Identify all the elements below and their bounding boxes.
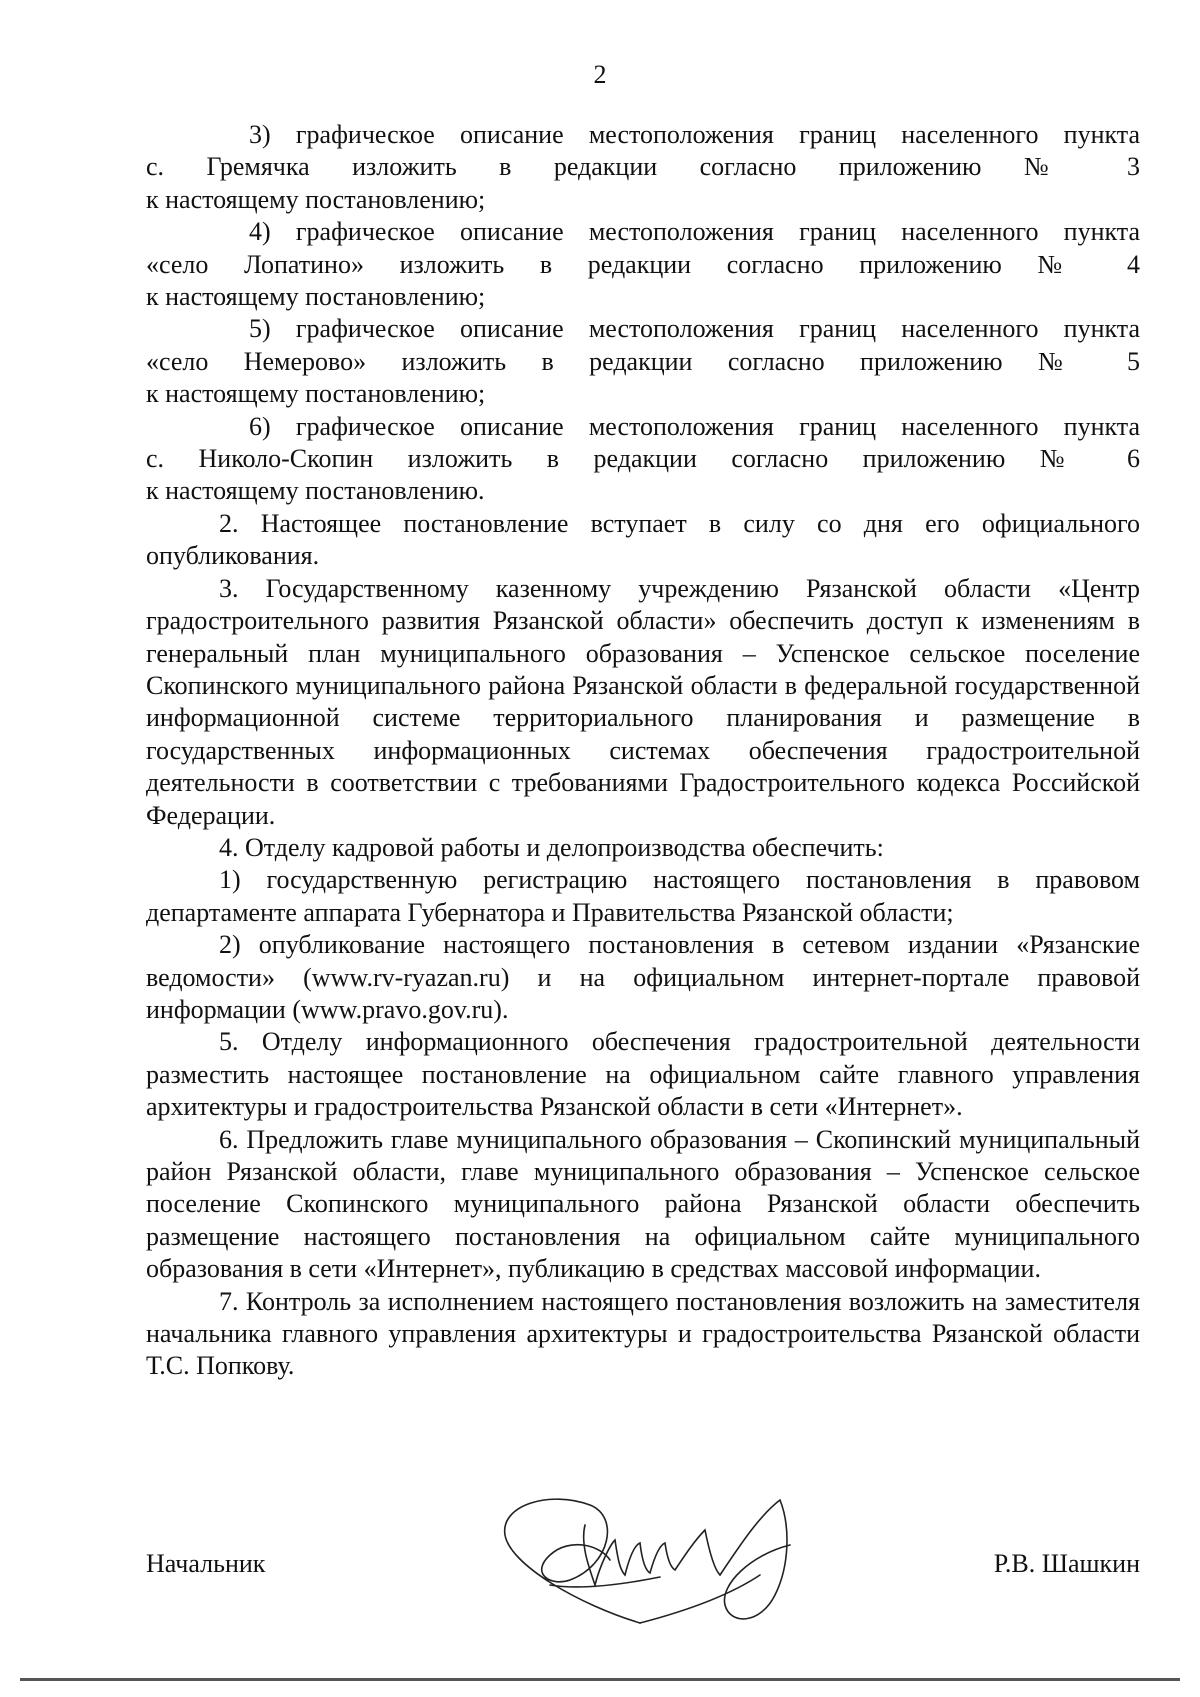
signatory-position: Начальник (146, 1549, 266, 1578)
signatory-name: Р.В. Шашкин (993, 1549, 1140, 1578)
paragraph-line: 3) графическое описание местоположения границ населенного пункта (249, 120, 1140, 149)
bottom-divider (20, 1678, 1180, 1681)
paragraph-line: к настоящему постановлению; (146, 184, 486, 214)
clause-7: 7. Контроль за исполнением настоящего постановления возложить на заместителя начальника главного управления архитектуры и градостроительства Рязанской области Т.С. Попкову. (146, 1286, 1140, 1381)
clause-6: 6. Предложить главе муниципального образования – Скопинский муниципальный район Рязанской области, главе муниципального образования – Успенское сельское поселение Скопинского муниципального района Рязанской области обеспечить размещение настоящего постановления на официальном сайте муниципального образования в сети «Интернет», публикацию в средствах массовой информации. (146, 1124, 1140, 1284)
list-item-5 (146, 313, 1140, 410)
paragraph-line: 4) графическое описание местоположения границ населенного пункта (249, 217, 1140, 247)
paragraph-line: к настоящему постановлению. (146, 476, 485, 506)
paragraph-line: к настоящему постановлению; (146, 282, 486, 312)
clause-2: 2. Настоящее постановление вступает в силу со дня его официального опубликования. (146, 508, 1140, 571)
paragraph-line: с. Николо-Скопин изложить в редакции согласно приложению № 6 (146, 444, 1140, 474)
clause-3: 3. Государственному казенному учреждению Рязанской области «Центр градостроительного развития Рязанской области» обеспечить доступ к изменениям в генеральный план муниципального образования – Успенское сельское поселение Скопинского муниципального района Рязанской области в федеральной государственной информационной системе территориального планирования и размещение в государственных информационных системах обеспечения градостроительной деятельности в соответствии с требованиями Градостроительного кодекса Российской Федерации. (146, 573, 1140, 830)
clause-4-2: 2) опубликование настоящего постановления в сетевом издании «Рязанские ведомости» (www.rv-ryazan.ru) и на официальном интернет-портале правовой информации (www.pravo.gov.ru). (146, 930, 1140, 1024)
document-body (146, 119, 1140, 1383)
paragraph-line: «село Лопатино» изложить в редакции согласно приложению № 4 (146, 249, 1140, 279)
paragraph-line: 5) графическое описание местоположения границ населенного пункта (249, 314, 1140, 344)
paragraph-line: «село Немерово» изложить в редакции согласно приложению № 5 (146, 346, 1140, 376)
paragraph-line: к настоящему постановлению; (146, 379, 486, 409)
clause-5: 5. Отделу информационного обеспечения градостроительной деятельности разместить настоящее постановление на официальном сайте главного управления архитектуры и градостроительства Рязанской области в сети «Интернет». (146, 1027, 1140, 1122)
list-item-4 (146, 216, 1140, 313)
page-number: 2 (593, 60, 607, 89)
clause-4-1: 1) государственную регистрацию настоящего постановления в правовом департаменте аппарата Губернатора и Правительства Рязанской области; (146, 865, 1140, 927)
handwritten-signature (490, 1485, 830, 1635)
list-item-3 (146, 119, 1140, 216)
list-item-6 (146, 411, 1140, 508)
paragraph-line: с. Гремячка изложить в редакции согласно приложению № 3 (146, 152, 1140, 182)
clause-4: 4. Отделу кадровой работы и делопроизводства обеспечить: (219, 832, 884, 862)
paragraph-line: 6) графическое описание местоположения границ населенного пункта (249, 411, 1140, 441)
